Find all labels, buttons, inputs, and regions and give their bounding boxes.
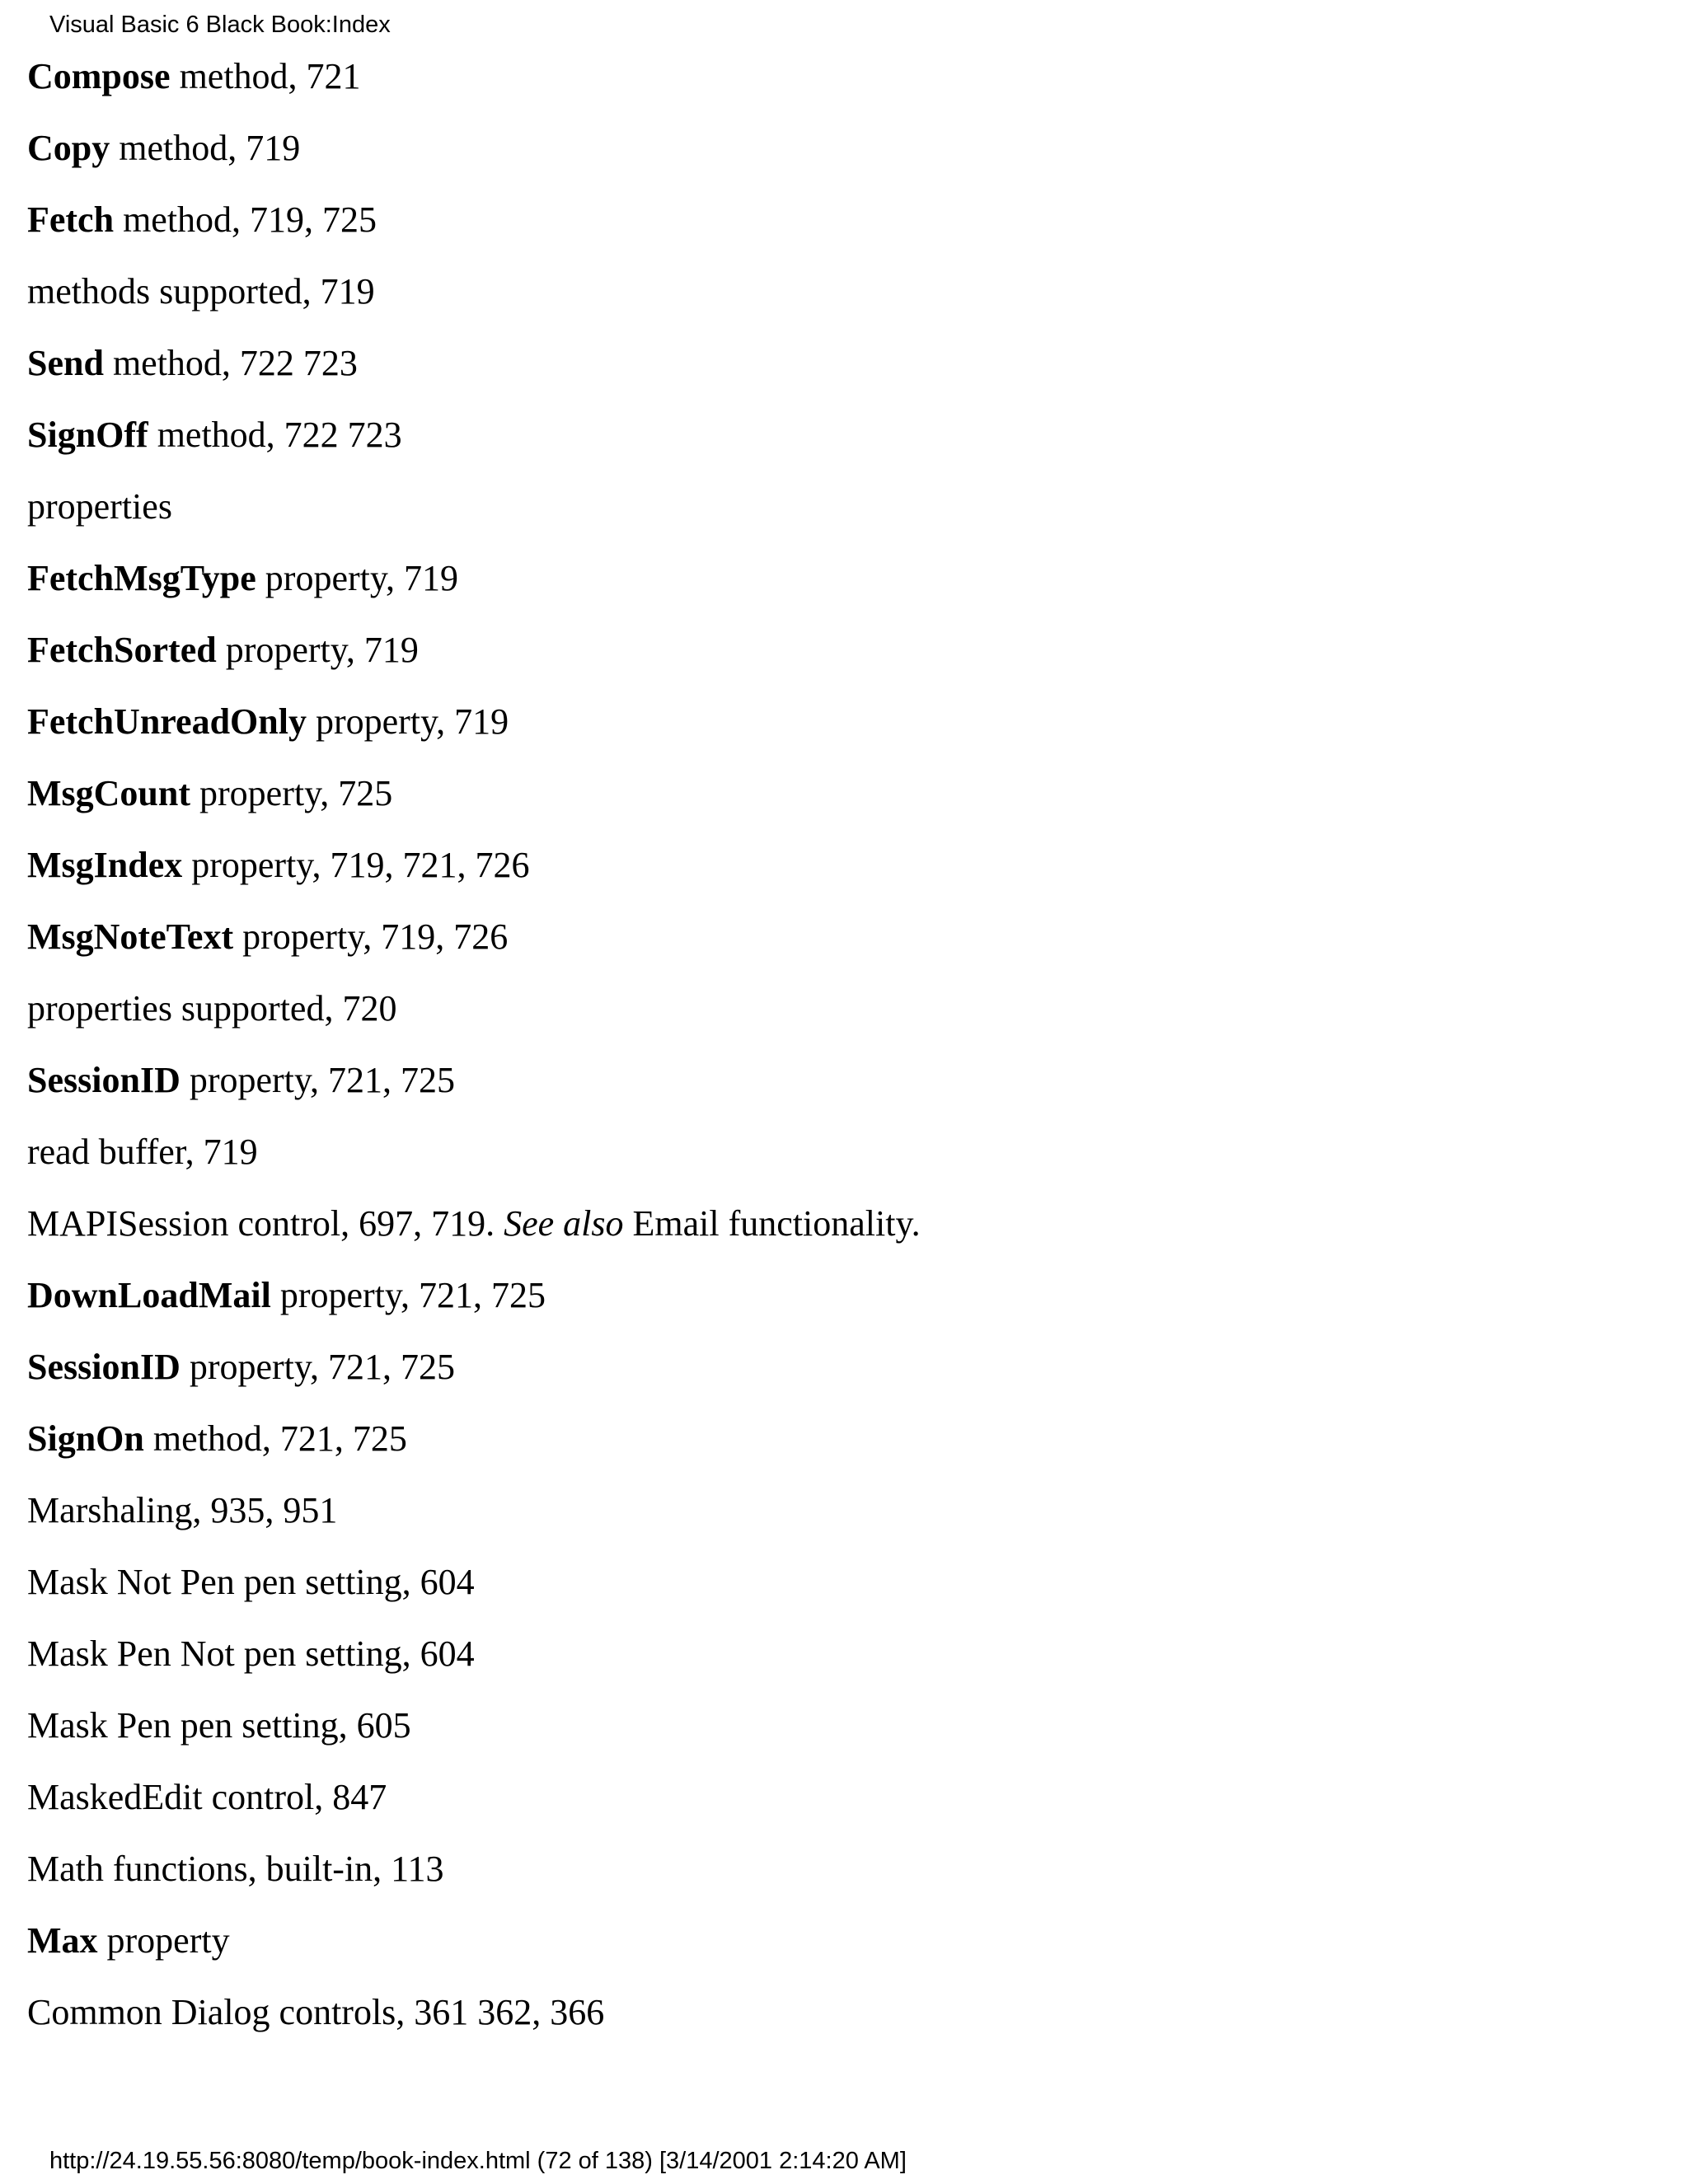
index-entry [27,1557,921,1629]
index-term-keyword: FetchUnreadOnly [27,701,307,742]
index-entry-text: Common Dialog controls, 361 362, 366 [27,1992,605,2032]
index-entry [27,1270,921,1342]
index-entry-text: Email functionality. [623,1203,921,1244]
index-entry [27,696,921,768]
index-entry-text: property, 721, 725 [270,1275,546,1315]
index-entry-text: property, 719, 726 [233,916,509,957]
index-term-keyword: SignOn [27,1418,144,1459]
index-entry-text: property, 719, 721, 726 [182,845,530,885]
index-entry-text: property, 719 [256,558,458,598]
index-entry [27,410,921,481]
index-entry-text: read buffer, 719 [27,1132,258,1172]
page-header: Visual Basic 6 Black Book:Index [49,12,391,38]
index-entry [27,1198,921,1270]
index-entry [27,768,921,840]
index-term-keyword: MsgIndex [27,845,183,885]
index-entry-text: method, 719, 725 [114,199,377,240]
index-entry [27,1485,921,1557]
index-entry [27,983,921,1055]
index-entry [27,1127,921,1198]
index-list [27,51,921,2059]
index-entry-text: property, 721, 725 [180,1347,456,1387]
index-term-keyword: SignOff [27,415,148,455]
index-entry [27,481,921,553]
index-entry [27,553,921,625]
index-entry [27,1987,921,2059]
index-term-keyword: MsgCount [27,773,191,813]
index-entry [27,912,921,983]
index-entry [27,1844,921,1915]
index-entry [27,1772,921,1844]
index-term-keyword: FetchMsgType [27,558,256,598]
index-entry-text: properties supported, 720 [27,988,397,1029]
index-entry [27,194,921,266]
index-term-keyword: Compose [27,56,171,96]
index-entry [27,123,921,194]
index-term-keyword: Fetch [27,199,115,240]
index-entry-text: Mask Pen Not pen setting, 604 [27,1633,475,1674]
index-cross-reference: See also [504,1203,624,1244]
index-entry-text: property, 719 [216,630,419,670]
index-term-keyword: DownLoadMail [27,1275,271,1315]
index-entry-text: Math functions, built-in, 113 [27,1849,444,1889]
index-entry [27,338,921,410]
index-term-keyword: Copy [27,128,110,168]
index-entry-text: MaskedEdit control, 847 [27,1777,387,1817]
index-entry-text: Mask Pen pen setting, 605 [27,1705,411,1746]
index-entry-text: property, 721, 725 [180,1060,456,1100]
index-entry [27,1629,921,1700]
index-term-keyword: SessionID [27,1347,181,1387]
index-entry [27,840,921,912]
index-term-keyword: SessionID [27,1060,181,1100]
index-entry-text: property [97,1920,230,1961]
index-entry-text: method, 721, 725 [143,1418,407,1459]
page-footer-url: http://24.19.55.56:8080/temp/book-index.html (72 of 138) [3/14/2001 2:14:20 AM] [49,2148,907,2174]
index-entry [27,625,921,696]
index-entry-text: Marshaling, 935, 951 [27,1490,338,1530]
index-entry-text: Mask Not Pen pen setting, 604 [27,1562,475,1602]
index-entry-text: methods supported, 719 [27,271,375,312]
index-term-keyword: Send [27,343,104,383]
index-entry [27,1055,921,1127]
index-entry [27,51,921,123]
index-term-keyword: MsgNoteText [27,916,234,957]
index-entry [27,1413,921,1485]
index-entry [27,1700,921,1772]
index-entry-text: method, 722 723 [103,343,358,383]
index-term-keyword: Max [27,1920,98,1961]
index-entry-text: property, 719 [306,701,509,742]
index-entry-text: method, 721 [170,56,361,96]
index-entry-text: properties [27,486,172,527]
index-entry-text: method, 722 723 [148,415,402,455]
index-entry [27,1342,921,1413]
index-term-keyword: FetchSorted [27,630,217,670]
index-entry-text: property, 725 [190,773,393,813]
index-entry [27,266,921,338]
index-entry [27,1915,921,1987]
index-entry-text: MAPISession control, 697, 719. [27,1203,504,1244]
index-entry-text: method, 719 [110,128,301,168]
